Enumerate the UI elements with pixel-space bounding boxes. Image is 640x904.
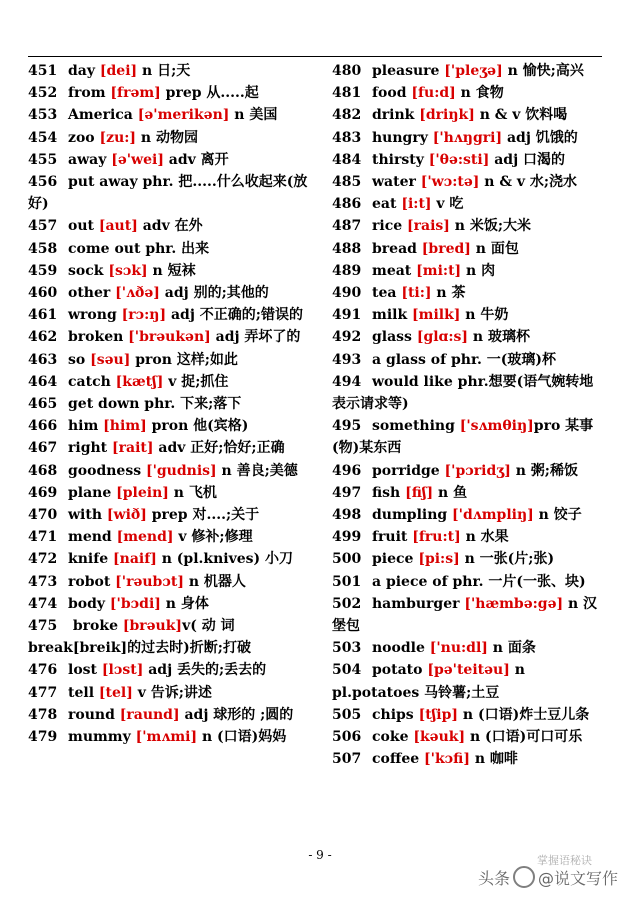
- vocab-entry: [332, 149, 604, 171]
- vocab-entry: [332, 104, 604, 126]
- vocab-entry: [332, 460, 604, 482]
- entry-definition: n 饺子: [533, 507, 582, 524]
- entry-phonetic: ['hæmbə:gə]: [459, 595, 564, 612]
- entry-phonetic: [rait]: [107, 440, 154, 457]
- entry-number: 504: [332, 662, 362, 679]
- entry-definition: n (pl.knives) 小刀: [156, 551, 294, 568]
- vocab-entry: [28, 215, 314, 237]
- vocab-entry: [332, 504, 604, 526]
- entry-definition: phr. 一片(一张、块): [447, 573, 586, 590]
- entry-definition: adj 丢失的;丢去的: [143, 662, 267, 679]
- entry-phonetic: [tʃip]: [413, 706, 459, 723]
- entry-number: 489: [332, 262, 362, 279]
- vocab-entry: [332, 748, 604, 770]
- entry-number: 487: [332, 218, 362, 235]
- entry-number: 498: [332, 507, 362, 524]
- entry-definition: n 粥;稀饭: [510, 462, 578, 479]
- entry-word: would like: [372, 373, 453, 390]
- vocab-entry: [28, 371, 314, 393]
- vocab-entry: [332, 659, 604, 703]
- entry-definition: n 鱼: [433, 484, 468, 501]
- entry-definition: phr. 把.....什么收起来(放好): [28, 174, 308, 213]
- entry-word: drink: [372, 107, 415, 124]
- entry-number: 454: [28, 129, 58, 146]
- entry-word: catch: [68, 373, 111, 390]
- vocab-entry: [28, 104, 314, 126]
- entry-phonetic: [brəuk]: [117, 618, 183, 635]
- entry-phonetic: [frəm]: [105, 85, 161, 102]
- entry-definition: n 面条: [487, 640, 536, 657]
- entry-phonetic: ['kɔfi]: [419, 751, 470, 768]
- entry-definition: n 肉: [461, 262, 496, 279]
- entry-word: with: [68, 507, 103, 524]
- entry-definition: pro 某事(物)某东西: [332, 418, 594, 457]
- vocab-entry: [332, 326, 604, 348]
- entry-word: rice: [372, 218, 403, 235]
- entry-definition: n 米饭;大米: [449, 218, 532, 235]
- vocab-entry: [28, 238, 314, 260]
- entry-word: mend: [68, 529, 112, 546]
- page-number: - 9 -: [308, 848, 332, 862]
- entry-phonetic: [wið]: [102, 507, 147, 524]
- entry-number: 495: [332, 418, 362, 435]
- entry-definition: n 动物园: [136, 129, 198, 146]
- entry-phonetic: ['θə:sti]: [423, 151, 490, 168]
- entry-phonetic: ['bɔdi]: [105, 595, 161, 612]
- entry-phonetic: [fiʃ]: [400, 484, 434, 501]
- entry-definition: n 愉快;高兴: [502, 63, 584, 79]
- entry-phonetic: ['ʌðə]: [110, 285, 160, 302]
- entry-definition: n & v 水;浇水: [479, 174, 578, 191]
- entry-word: glass: [372, 329, 412, 346]
- entry-phonetic: [rɔ:ŋ]: [116, 307, 167, 324]
- vocab-entry: [28, 593, 314, 615]
- entry-phonetic: [sɔk]: [103, 262, 148, 279]
- entry-phonetic: [zu:]: [94, 129, 137, 146]
- entry-definition: n 一张(片;张): [459, 551, 555, 568]
- entry-word: mummy: [68, 729, 131, 746]
- entry-definition: v( 动 词 break[breik]的过去时)折断;打破: [28, 618, 251, 657]
- entry-definition: v 吃: [431, 196, 464, 213]
- entry-number: 457: [28, 218, 58, 235]
- entry-number: 506: [332, 729, 362, 746]
- entry-word: him: [68, 418, 99, 435]
- entry-word: eat: [372, 196, 397, 213]
- vocab-entry: [28, 704, 314, 726]
- entry-definition: adj 口渴的: [489, 151, 566, 168]
- entry-definition: n 玻璃杯: [468, 329, 530, 346]
- entry-definition: adj 别的;其他的: [159, 285, 269, 302]
- vocab-entry: [332, 260, 604, 282]
- vocab-entry: [28, 571, 314, 593]
- entry-number: 463: [28, 351, 58, 368]
- vocab-entry: [28, 393, 314, 415]
- entry-number: 488: [332, 240, 362, 257]
- entry-definition: n (口语)炸士豆儿条: [458, 706, 590, 723]
- vocab-entry: [332, 637, 604, 659]
- entry-word: a glass of: [372, 351, 447, 368]
- entry-phonetic: [pi:s]: [413, 551, 460, 568]
- entry-number: 478: [28, 706, 58, 723]
- entry-word: dumpling: [372, 507, 448, 524]
- entry-word: potato: [372, 662, 423, 679]
- entry-word: America: [68, 107, 133, 124]
- entry-word: coke: [372, 729, 409, 746]
- entry-word: piece: [372, 551, 414, 568]
- entry-number: 482: [332, 107, 362, 124]
- vocab-entry: [28, 460, 314, 482]
- entry-definition: phr. 出来: [140, 240, 210, 257]
- vocab-entry: [332, 704, 604, 726]
- entry-definition: n 日;天: [137, 63, 191, 79]
- entry-number: 491: [332, 307, 362, 324]
- entry-word: broken: [68, 329, 124, 346]
- entry-number: 452: [28, 85, 58, 102]
- entry-phonetic: [pə'teitəu]: [422, 662, 510, 679]
- vocab-entry: [332, 304, 604, 326]
- entry-number: 503: [332, 640, 362, 657]
- top-rule: [28, 56, 602, 57]
- entry-definition: adj 饥饿的: [502, 129, 578, 146]
- entry-number: 492: [332, 329, 362, 346]
- entry-definition: n 善良;美德: [216, 462, 298, 479]
- entry-word: robot: [68, 573, 111, 590]
- entry-word: tell: [68, 684, 95, 701]
- entry-number: 507: [332, 751, 362, 768]
- entry-word: so: [68, 351, 86, 368]
- entry-phonetic: ['pɔridʒ]: [439, 462, 511, 479]
- entry-definition: v 告诉;讲述: [132, 684, 212, 701]
- watermark-tail: @说文写作: [537, 869, 618, 888]
- entry-word: from: [68, 85, 106, 102]
- vocab-entry: [28, 149, 314, 171]
- vocab-entry: [332, 371, 604, 415]
- entry-phonetic: [bred]: [416, 240, 471, 257]
- entry-phonetic: [raund]: [114, 706, 180, 723]
- vocab-entry: [332, 127, 604, 149]
- entry-number: 462: [28, 329, 58, 346]
- entry-number: 501: [332, 573, 362, 590]
- entry-number: 468: [28, 462, 58, 479]
- entry-number: 481: [332, 85, 362, 102]
- entry-number: 500: [332, 551, 362, 568]
- vocab-entry: [28, 326, 314, 348]
- entry-phonetic: [i:t]: [396, 196, 432, 213]
- entry-word: body: [68, 595, 106, 612]
- entry-word: away: [68, 151, 107, 168]
- entry-phonetic: ['sʌmθiŋ]: [454, 418, 534, 435]
- entry-number: 502: [332, 595, 362, 612]
- vocab-entry: [28, 682, 314, 704]
- vocab-entry: [28, 349, 314, 371]
- vocab-entry: [28, 437, 314, 459]
- entry-definition: adv 在外: [137, 218, 203, 235]
- entry-definition: n 汉堡包: [332, 595, 598, 635]
- watermark-top: 掌握语秘诀: [537, 854, 592, 867]
- entry-number: 464: [28, 373, 58, 390]
- entry-word: goodness: [68, 462, 142, 479]
- entry-number: 465: [28, 396, 58, 413]
- vocab-entry: [28, 726, 314, 748]
- entry-phonetic: [driŋk]: [414, 107, 475, 124]
- entry-definition: n 短袜: [147, 262, 196, 279]
- entry-word: get down: [68, 396, 140, 413]
- entry-phonetic: [lɔst]: [97, 662, 144, 679]
- vocab-entry: [332, 282, 604, 304]
- entry-definition: n 美国: [229, 107, 278, 124]
- vocab-entry: [28, 60, 314, 82]
- entry-word: thirsty: [372, 151, 424, 168]
- entry-definition: n 机器人: [183, 573, 246, 590]
- entry-number: 479: [28, 729, 58, 746]
- vocab-entry: [332, 349, 604, 371]
- entry-word: round: [68, 706, 115, 723]
- entry-phonetic: [ə'merikən]: [132, 107, 230, 124]
- entry-definition: phr. 下来;落下: [139, 396, 242, 413]
- entry-word: knife: [68, 551, 109, 568]
- entry-definition: v 捉;抓住: [163, 373, 229, 390]
- vocab-entry: [28, 171, 314, 215]
- entry-definition: adj 弄坏了的: [210, 329, 301, 346]
- entry-number: 477: [28, 684, 58, 701]
- entry-definition: n 身体: [160, 595, 209, 612]
- entry-word: other: [68, 285, 111, 302]
- entry-number: 459: [28, 262, 58, 279]
- entry-number: 474: [28, 595, 58, 612]
- entry-definition: n pl.potatoes 马铃薯;土豆: [332, 662, 525, 701]
- entry-definition: adj 不正确的;错误的: [166, 307, 303, 324]
- entry-number: 458: [28, 240, 58, 257]
- entry-phonetic: ['rəubɔt]: [110, 573, 184, 590]
- entry-word: sock: [68, 262, 104, 279]
- vocab-entry: [332, 215, 604, 237]
- vocab-entry: [28, 82, 314, 104]
- wechat-logo-icon: [513, 866, 535, 888]
- entry-definition: n 茶: [431, 285, 466, 302]
- vocab-entry: [332, 548, 604, 570]
- entry-word: food: [372, 85, 407, 102]
- entry-phonetic: ['nu:dl]: [424, 640, 488, 657]
- entry-word: tea: [372, 285, 397, 302]
- entry-phonetic: [milk]: [407, 307, 461, 324]
- entry-word: broke: [68, 618, 118, 635]
- right-column: [332, 60, 604, 771]
- entry-phonetic: [glɑ:s]: [411, 329, 469, 346]
- entry-word: put away: [68, 174, 138, 191]
- entry-number: 470: [28, 507, 58, 524]
- vocab-entry: [28, 548, 314, 570]
- entry-word: fish: [372, 484, 401, 501]
- vocab-entry: [332, 60, 604, 82]
- vocab-entry: [28, 415, 314, 437]
- vocab-entry: [332, 171, 604, 193]
- entry-definition: n (口语)妈妈: [197, 729, 287, 746]
- entry-word: right: [68, 440, 108, 457]
- entry-phonetic: [aut]: [93, 218, 138, 235]
- entry-definition: n (口语)可口可乐: [465, 729, 583, 746]
- vocab-entry: [332, 726, 604, 748]
- entry-number: 496: [332, 462, 362, 479]
- entry-definition: adj 球形的 ;圆的: [179, 706, 294, 723]
- entry-word: day: [68, 63, 95, 79]
- entry-word: fruit: [372, 529, 408, 546]
- entry-phonetic: [ti:]: [396, 285, 432, 302]
- vocab-entry: [332, 526, 604, 548]
- vocab-entry: [28, 260, 314, 282]
- entry-definition: phr. 一(玻璃)杯: [446, 351, 557, 368]
- entry-number: 476: [28, 662, 58, 679]
- entry-definition: n 牛奶: [460, 307, 509, 324]
- entry-phonetic: [plein]: [111, 484, 169, 501]
- entry-number: 484: [332, 151, 362, 168]
- entry-number: 475: [28, 618, 58, 635]
- entry-word: milk: [372, 307, 408, 324]
- entry-phonetic: ['pleʒə]: [439, 63, 503, 79]
- entry-word: a piece of: [372, 573, 448, 590]
- entry-number: 456: [28, 174, 58, 191]
- entry-word: out: [68, 218, 94, 235]
- vocab-entry: [28, 282, 314, 304]
- vocab-entry: [28, 526, 314, 548]
- entry-phonetic: ['gudnis]: [141, 462, 217, 479]
- entry-number: 460: [28, 285, 58, 302]
- entry-word: hungry: [372, 129, 428, 146]
- entry-phonetic: ['brəukən]: [123, 329, 211, 346]
- entry-word: come out: [68, 240, 141, 257]
- vocab-entry: [28, 304, 314, 326]
- entry-word: pleasure: [372, 63, 440, 79]
- entry-definition: phr.想要(语气婉转地表示请求等): [332, 373, 594, 413]
- entry-word: lost: [68, 662, 98, 679]
- entry-definition: n 食物: [455, 85, 504, 102]
- entry-definition: adv 正好;恰好;正确: [153, 440, 285, 457]
- entry-number: 469: [28, 484, 58, 501]
- entry-definition: n 咖啡: [469, 751, 518, 768]
- vocab-entry: [332, 238, 604, 260]
- entry-phonetic: ['hʌŋgri]: [427, 129, 503, 146]
- watermark-head: 头条: [477, 869, 510, 888]
- entry-number: 493: [332, 351, 362, 368]
- entry-definition: n 面包: [470, 240, 519, 257]
- entry-word: porridge: [372, 462, 440, 479]
- entry-phonetic: [him]: [98, 418, 147, 435]
- entry-number: 453: [28, 107, 58, 124]
- vocab-entry: [332, 571, 604, 593]
- left-column: [28, 60, 314, 748]
- entry-definition: prep 对....;关于: [146, 507, 260, 524]
- vocab-entry: [332, 593, 604, 637]
- entry-phonetic: ['wɔ:tə]: [415, 174, 480, 191]
- watermark: [478, 866, 618, 889]
- entry-definition: n & v 饮料喝: [474, 107, 568, 124]
- entry-phonetic: [rais]: [402, 218, 450, 235]
- entry-word: something: [372, 418, 455, 435]
- entry-phonetic: [səu]: [85, 351, 131, 368]
- entry-phonetic: [mi:t]: [411, 262, 462, 279]
- entry-number: 471: [28, 529, 58, 546]
- entry-number: 473: [28, 573, 58, 590]
- vocab-entry: [332, 82, 604, 104]
- entry-number: 505: [332, 706, 362, 723]
- entry-word: plane: [68, 484, 112, 501]
- entry-definition: adv 离开: [163, 151, 229, 168]
- entry-phonetic: [naif]: [108, 551, 157, 568]
- entry-phonetic: [fu:d]: [406, 85, 456, 102]
- entry-word: chips: [372, 706, 414, 723]
- entry-word: noodle: [372, 640, 425, 657]
- entry-word: wrong: [68, 307, 117, 324]
- entry-number: 467: [28, 440, 58, 457]
- entry-phonetic: [mend]: [111, 529, 174, 546]
- entry-phonetic: [kəuk]: [408, 729, 466, 746]
- vocab-entry: [28, 127, 314, 149]
- entry-word: coffee: [372, 751, 420, 768]
- entry-phonetic: ['dʌmpliŋ]: [447, 507, 534, 524]
- entry-definition: pron 他(宾格): [146, 418, 249, 435]
- entry-word: water: [372, 174, 416, 191]
- entry-definition: prep 从.....起: [160, 85, 259, 102]
- entry-definition: pron 这样;如此: [130, 351, 238, 368]
- entry-number: 455: [28, 151, 58, 168]
- entry-number: 480: [332, 63, 362, 79]
- entry-phonetic: [kætʃ]: [110, 373, 164, 390]
- entry-number: 461: [28, 307, 58, 324]
- entry-number: 451: [28, 63, 58, 79]
- vocab-entry: [332, 415, 604, 459]
- entry-number: 497: [332, 484, 362, 501]
- entry-number: 485: [332, 174, 362, 191]
- entry-phonetic: ['mʌmi]: [130, 729, 198, 746]
- entry-definition: n 飞机: [168, 484, 217, 501]
- entry-number: 490: [332, 285, 362, 302]
- entry-number: 466: [28, 418, 58, 435]
- entry-phonetic: [ə'wei]: [106, 151, 164, 168]
- vocab-entry: [332, 482, 604, 504]
- entry-definition: n 水果: [460, 529, 509, 546]
- entry-number: 486: [332, 196, 362, 213]
- vocab-entry: [28, 482, 314, 504]
- vocab-entry: [28, 504, 314, 526]
- entry-number: 499: [332, 529, 362, 546]
- entry-phonetic: [dei]: [95, 63, 138, 79]
- entry-definition: v 修补;修理: [173, 529, 253, 546]
- vocab-entry: [28, 659, 314, 681]
- entry-word: zoo: [68, 129, 95, 146]
- entry-word: hamburger: [372, 595, 460, 612]
- entry-phonetic: [tel]: [94, 684, 133, 701]
- entry-word: meat: [372, 262, 412, 279]
- entry-number: 483: [332, 129, 362, 146]
- vocab-entry: [28, 615, 314, 659]
- entry-word: bread: [372, 240, 417, 257]
- entry-phonetic: [fru:t]: [407, 529, 461, 546]
- vocab-entry: [332, 193, 604, 215]
- entry-number: 472: [28, 551, 58, 568]
- entry-number: 494: [332, 373, 362, 390]
